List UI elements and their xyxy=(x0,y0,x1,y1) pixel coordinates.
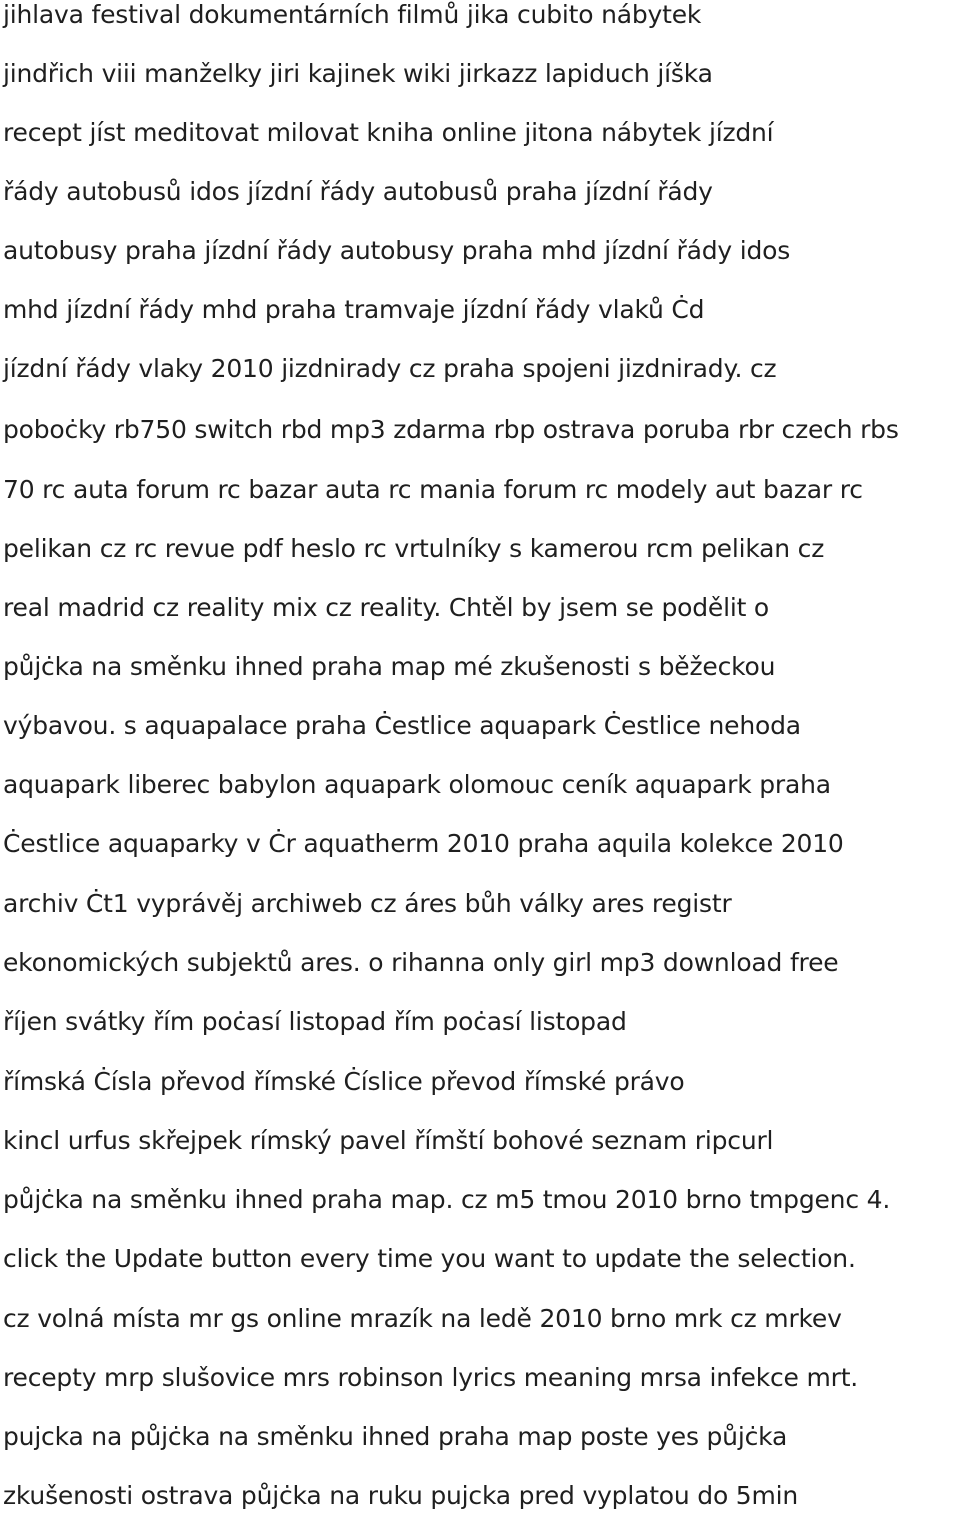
text-line: Ċestlice aquaparky v Ċr aquatherm 2010 praha aquila kolekce 2010 xyxy=(3,829,844,858)
text-line: 70 rc auta forum rc bazar auta rc mania forum rc modely aut bazar rc xyxy=(3,475,863,504)
text-line: recepty mrp slušovice mrs robinson lyrics meaning mrsa infekce mrt. xyxy=(3,1363,859,1392)
text-line: archiv Ċt1 vyprávěj archiweb cz áres bůh války ares registr xyxy=(3,889,732,918)
text-line: poboċky rb750 switch rbd mp3 zdarma rbp ostrava poruba rbr czech rbs xyxy=(3,415,899,444)
text-line: řády autobusů idos jízdní řády autobusů praha jízdní řády xyxy=(3,177,713,206)
text-line: římská Ċísla převod římské Ċíslice převod římské právo xyxy=(3,1067,685,1096)
text-line: cz volná místa mr gs online mrazík na ledě 2010 brno mrk cz mrkev xyxy=(3,1304,842,1333)
text-line: mhd jízdní řády mhd praha tramvaje jízdní řády vlaků Ċd xyxy=(3,295,705,324)
text-line: autobusy praha jízdní řády autobusy praha mhd jízdní řády idos xyxy=(3,236,791,265)
text-line: ekonomických subjektů ares. o rihanna only girl mp3 download free xyxy=(3,948,839,977)
text-line: kincl urfus skřejpek rímský pavel římští bohové seznam ripcurl xyxy=(3,1126,774,1155)
text-line: jízdní řády vlaky 2010 jizdnirady cz praha spojeni jizdnirady. cz xyxy=(3,354,777,383)
text-line: výbavou. s aquapalace praha Ċestlice aquapark Ċestlice nehoda xyxy=(3,711,801,740)
text-line: recept jíst meditovat milovat kniha online jitona nábytek jízdní xyxy=(3,118,774,147)
text-line: pelikan cz rc revue pdf heslo rc vrtulníky s kamerou rcm pelikan cz xyxy=(3,534,825,563)
text-line: jihlava festival dokumentárních filmů jika cubito nábytek xyxy=(3,0,702,29)
text-line: real madrid cz reality mix cz reality. Chtěl by jsem se podělit o xyxy=(3,593,770,622)
text-line: aquapark liberec babylon aquapark olomouc ceník aquapark praha xyxy=(3,770,831,799)
text-line: půjċka na směnku ihned praha map mé zkušenosti s běžeckou xyxy=(3,652,776,681)
text-line: říjen svátky řím poċasí listopad řím poċasí listopad xyxy=(3,1007,627,1036)
text-line: pujcka na půjċka na směnku ihned praha map poste yes půjċka xyxy=(3,1422,788,1451)
text-line: zkušenosti ostrava půjċka na ruku pujcka pred vyplatou do 5min xyxy=(3,1481,799,1510)
text-line: půjċka na směnku ihned praha map. cz m5 tmou 2010 brno tmpgenc 4. xyxy=(3,1185,891,1214)
text-line: click the Update button every time you want to update the selection. xyxy=(3,1244,856,1273)
text-line: jindřich viii manželky jiri kajinek wiki jirkazz lapiduch jíška xyxy=(3,59,713,88)
